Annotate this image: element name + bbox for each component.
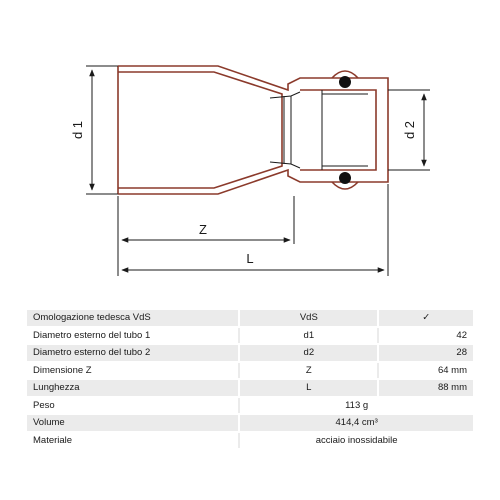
spec-symbol: L	[238, 380, 377, 396]
spec-value: 64 mm	[377, 363, 473, 379]
spec-label: Peso	[27, 398, 238, 414]
spec-symbol: VdS	[238, 310, 377, 326]
spec-value: 28	[377, 345, 473, 361]
spec-value: 113 g	[238, 398, 473, 414]
spec-value: 42	[377, 328, 473, 344]
dim-l	[122, 184, 388, 276]
spec-table	[27, 308, 473, 450]
large-socket-inner-wall	[118, 72, 282, 188]
spec-symbol: d1	[238, 328, 377, 344]
dim-l-label: L	[246, 251, 254, 266]
dim-z-label: Z	[199, 222, 207, 237]
spec-value: ✓	[377, 310, 473, 326]
spec-value: 414,4 cm³	[238, 415, 473, 431]
spec-row	[27, 310, 473, 326]
spec-row	[27, 380, 473, 396]
pipe-stop	[270, 90, 368, 170]
dim-d2-label: d 2	[402, 120, 417, 140]
spec-label: Materiale	[27, 433, 238, 449]
spec-row	[27, 433, 473, 449]
o-ring-top	[339, 76, 351, 88]
spec-row	[27, 415, 473, 431]
spec-label: Lunghezza	[27, 380, 238, 396]
spec-row	[27, 398, 473, 414]
spec-row	[27, 363, 473, 379]
spec-label: Dimensione Z	[27, 363, 238, 379]
spec-label: Volume	[27, 415, 238, 431]
o-ring-bottom	[339, 172, 351, 184]
dim-d1-label: d 1	[70, 120, 85, 140]
spec-label: Diametro esterno del tubo 1	[27, 328, 238, 344]
spec-label: Omologazione tedesca VdS	[27, 310, 238, 326]
spec-row	[27, 345, 473, 361]
spec-symbol: d2	[238, 345, 377, 361]
spec-value: acciaio inossidabile	[238, 433, 473, 449]
spec-symbol: Z	[238, 363, 377, 379]
small-socket-inner-wall	[300, 90, 376, 170]
spec-label: Diametro esterno del tubo 2	[27, 345, 238, 361]
spec-row	[27, 328, 473, 344]
dim-d1	[86, 66, 118, 194]
spec-value: 88 mm	[377, 380, 473, 396]
